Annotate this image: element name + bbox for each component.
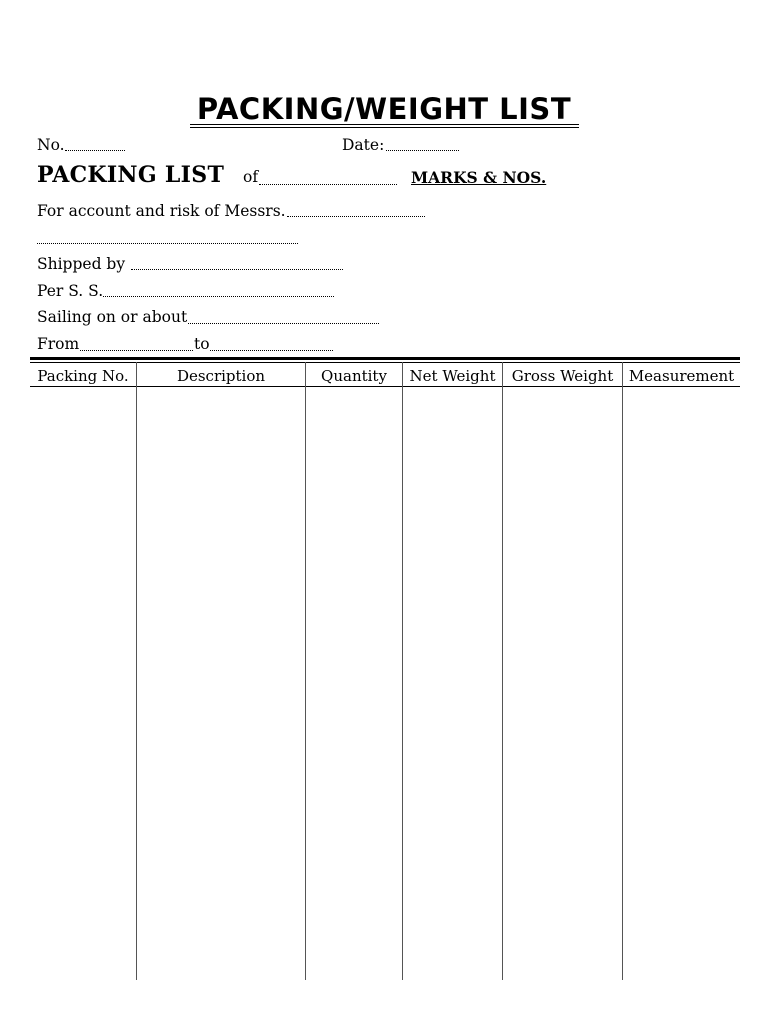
column-header-description: Description xyxy=(176,367,266,385)
sailing-field[interactable] xyxy=(188,323,379,324)
sailing-label: Sailing on or about xyxy=(37,308,188,326)
page-title: PACKING/WEIGHT LIST xyxy=(196,92,572,126)
account-label: For account and risk of Messrs. xyxy=(37,202,286,220)
no-field[interactable] xyxy=(65,150,125,151)
column-header-quantity: Quantity xyxy=(321,367,387,385)
no-label: No. xyxy=(37,136,65,154)
date-label: Date: xyxy=(342,136,385,154)
column-divider xyxy=(622,362,623,980)
packing-list-heading: PACKING LIST xyxy=(37,162,225,188)
shipped-by-field[interactable] xyxy=(131,269,343,270)
shipped-by-label: Shipped by xyxy=(37,255,126,273)
date-field[interactable] xyxy=(386,150,459,151)
title-underline xyxy=(190,124,579,125)
account-field-continued[interactable] xyxy=(37,243,298,244)
column-divider xyxy=(136,362,137,980)
from-label: From xyxy=(37,335,80,353)
of-label: of xyxy=(243,168,259,186)
column-header-measurement: Measurement xyxy=(628,367,735,385)
per-ss-label: Per S. S. xyxy=(37,282,104,300)
marks-and-nos-heading: MARKS & NOS. xyxy=(411,168,547,187)
of-field[interactable] xyxy=(259,184,397,185)
column-divider xyxy=(402,362,403,980)
table-top-rule xyxy=(30,357,740,360)
account-field[interactable] xyxy=(287,216,425,217)
to-field[interactable] xyxy=(210,350,333,351)
column-header-packing-no: Packing No. xyxy=(37,367,129,385)
per-ss-field[interactable] xyxy=(103,296,334,297)
column-header-gross-weight: Gross Weight xyxy=(511,367,614,385)
title-underline-second xyxy=(190,127,579,128)
column-header-net-weight: Net Weight xyxy=(409,367,496,385)
column-divider xyxy=(305,362,306,980)
from-field[interactable] xyxy=(80,350,193,351)
column-divider xyxy=(502,362,503,980)
to-label: to xyxy=(194,335,210,353)
